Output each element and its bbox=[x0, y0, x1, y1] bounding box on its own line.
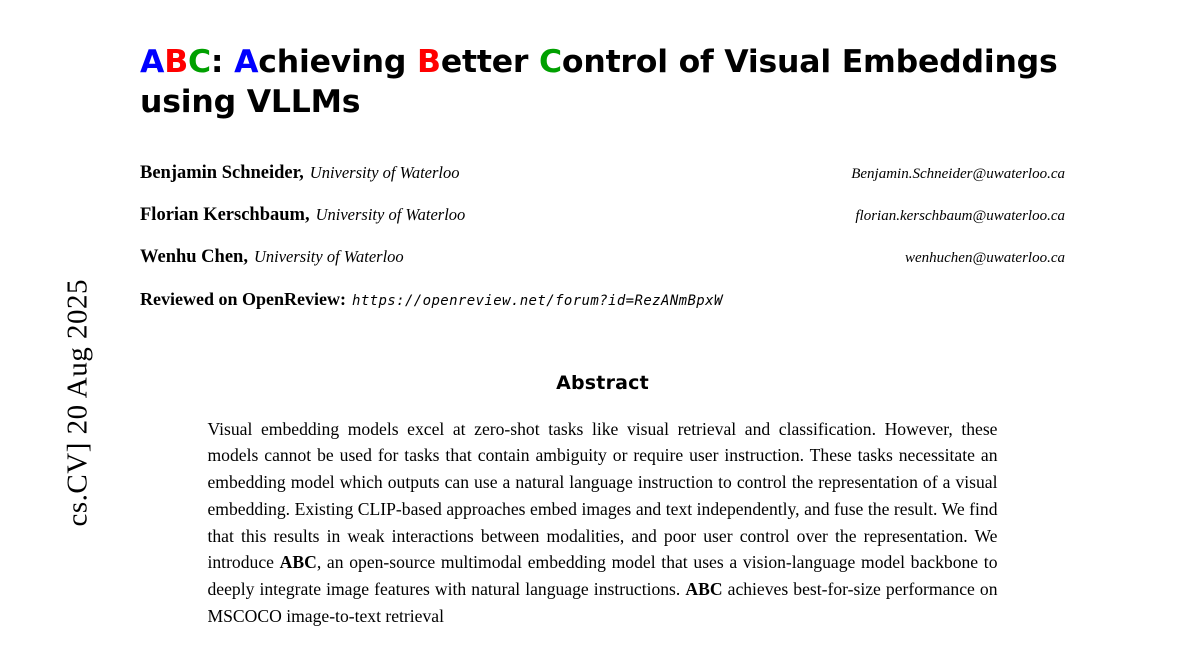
author-affiliation: University of Waterloo bbox=[309, 162, 460, 182]
arxiv-vertical-stamp: cs.CV] 20 Aug 2025 bbox=[61, 279, 94, 527]
author-email[interactable]: wenhuchen@uwaterloo.ca bbox=[904, 249, 1065, 266]
title-segment: etter bbox=[440, 44, 539, 80]
title-segment: C bbox=[188, 44, 211, 80]
openreview-line bbox=[140, 289, 1065, 310]
title-segment: ontrol of Visual Embeddings using VLLMs bbox=[140, 44, 1058, 121]
page-title bbox=[140, 42, 1065, 123]
abstract-heading: Abstract bbox=[556, 371, 649, 394]
openreview-label: Reviewed on OpenReview: bbox=[140, 288, 346, 309]
author-identity bbox=[140, 247, 404, 268]
author-row bbox=[140, 205, 1065, 226]
model-name: ABC bbox=[685, 579, 723, 600]
author-identity bbox=[140, 205, 465, 226]
author-name: Wenhu Chen, bbox=[140, 246, 248, 267]
author-row bbox=[140, 163, 1065, 184]
author-name: Benjamin Schneider, bbox=[140, 162, 304, 183]
author-email[interactable]: Benjamin.Schneider@uwaterloo.ca bbox=[851, 165, 1065, 182]
title-segment: A bbox=[140, 44, 165, 80]
abstract-text: Visual embedding models excel at zero-shot tasks like visual retrieval and classification. However, these models cannot be used for tasks that contain ambiguity or require user instruction. These tasks necessitate an embedding model which outputs can use a natural language instruction to control the representation of a visual embedding. Existing CLIP-based approaches embed images and text independently, and fuse the result. We find that this results in weak interactions between modalities, and poor user control over the representation. We introduce ABC, an open-source multimodal embedding model that uses a vision-language model backbone to deeply integrate image features with natural language instructions. ABC achieves best-for-size performance on MSCOCO image-to-text retrieval bbox=[207, 418, 998, 626]
author-affiliation: University of Waterloo bbox=[315, 204, 466, 224]
author-row bbox=[140, 247, 1065, 268]
author-name: Florian Kerschbaum, bbox=[140, 204, 310, 225]
title-segment: A bbox=[234, 44, 259, 80]
title-segment: : bbox=[210, 44, 235, 80]
openreview-link[interactable]: https://openreview.net/forum?id=RezANmBpxW bbox=[351, 292, 723, 309]
author-list bbox=[140, 163, 1065, 310]
author-identity bbox=[140, 163, 460, 184]
title-segment: chieving bbox=[258, 44, 418, 80]
title-segment: B bbox=[417, 44, 441, 80]
paper-page bbox=[140, 0, 1065, 648]
author-email[interactable]: florian.kerschbaum@uwaterloo.ca bbox=[855, 207, 1065, 224]
title-segment: C bbox=[538, 44, 562, 80]
model-name: ABC bbox=[279, 552, 317, 573]
author-affiliation: University of Waterloo bbox=[253, 246, 404, 266]
title-segment: B bbox=[164, 44, 188, 80]
